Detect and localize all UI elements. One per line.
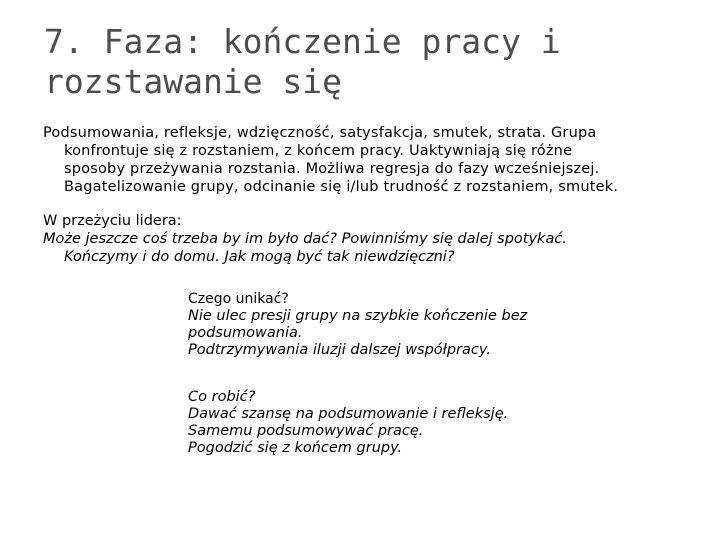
slide-title [44, 22, 684, 102]
slide-title-line: rozstawanie się [44, 62, 343, 101]
avoid-heading: Czego unikać? [188, 291, 289, 307]
intro-line: konfrontuje się z rozstaniem, z końcem pracy. Uaktywniają się różne [64, 143, 573, 159]
slide-title-line: 7. Faza: kończenie pracy i [44, 22, 561, 61]
avoid-line: Podtrzymywania iluzji dalszej współpracy. [188, 342, 491, 358]
leader-label: W przeżyciu lidera: [43, 213, 182, 229]
intro-paragraph [43, 124, 693, 196]
leader-section [43, 212, 693, 266]
leader-quote-line: Kończymy i do domu. Jak mogą być tak niewdzięczni? [64, 249, 455, 265]
avoid-line: podsumowania. [188, 325, 303, 341]
avoid-line: Nie ulec presji grupy na szybkie kończenie bez [188, 308, 528, 324]
leader-quote-line: Może jeszcze coś trzeba by im było dać? Powinniśmy się dalej spotykać. [43, 231, 567, 247]
intro-line: Bagatelizowanie grupy, odcinanie się i/lub trudność z rozstaniem, smutek. [64, 179, 619, 195]
todo-line: Samemu podsumowywać pracę. [188, 423, 424, 439]
todo-heading: Co robić? [188, 389, 256, 405]
todo-section [188, 389, 628, 457]
intro-line: Podsumowania, refleksje, wdzięczność, satysfakcja, smutek, strata. Grupa [43, 125, 597, 141]
intro-line: sposoby przeżywania rozstania. Możliwa regresja do fazy wcześniejszej. [64, 161, 600, 177]
todo-line: Pogodzić się z końcem grupy. [188, 440, 403, 456]
todo-line: Dawać szansę na podsumowanie i refleksję. [188, 406, 509, 422]
avoid-section [188, 291, 628, 359]
